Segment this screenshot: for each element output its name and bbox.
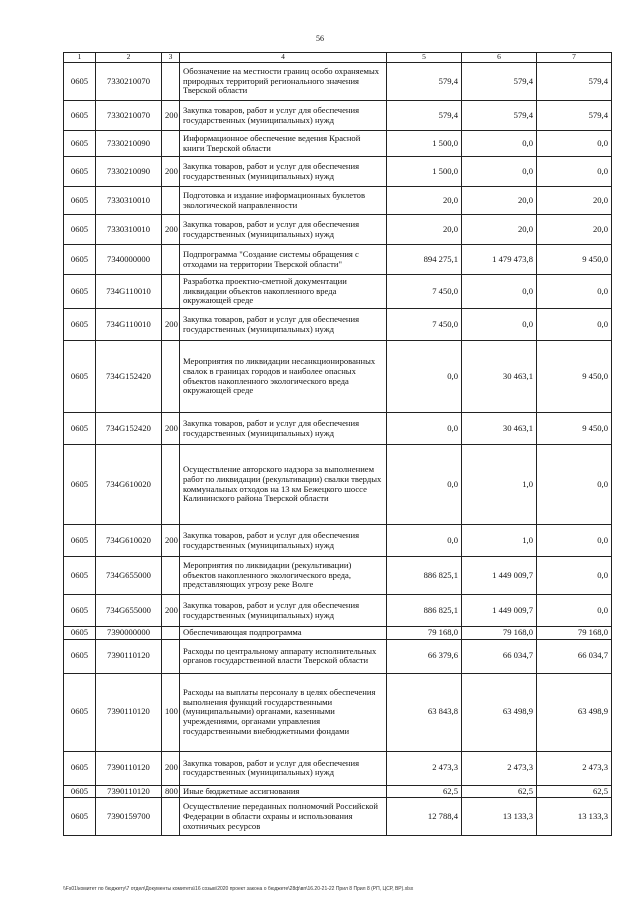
description-cell: Расходы по центральному аппарату исполнительных органов государственной власти Тверской области [180,639,387,673]
section-code-cell: 0605 [64,63,96,101]
expense-type-cell [162,245,180,275]
col-header-1: 1 [64,53,96,63]
amount-2023-cell: 0,0 [537,157,612,187]
expense-type-cell: 200 [162,751,180,785]
amount-2023-cell: 66 034,7 [537,639,612,673]
amount-2022-cell: 20,0 [462,187,537,215]
amount-2021-cell: 0,0 [387,413,462,445]
amount-2022-cell: 579,4 [462,101,537,131]
target-article-cell: 7330210070 [96,63,162,101]
expense-type-cell: 200 [162,595,180,627]
amount-2022-cell: 0,0 [462,157,537,187]
amount-2022-cell: 20,0 [462,215,537,245]
amount-2022-cell: 63 498,9 [462,673,537,751]
amount-2022-cell: 2 473,3 [462,751,537,785]
description-cell: Закупка товаров, работ и услуг для обеспечения государственных (муниципальных) нужд [180,157,387,187]
amount-2023-cell: 0,0 [537,131,612,157]
table-row [64,639,612,673]
table-row [64,245,612,275]
description-cell: Разработка проектно-сметной документации ликвидации объектов накопленного вреда окружающей среде [180,275,387,309]
target-article-cell: 7390110120 [96,639,162,673]
section-code-cell: 0605 [64,157,96,187]
header-row [64,53,612,63]
section-code-cell: 0605 [64,275,96,309]
target-article-cell: 7330210090 [96,157,162,187]
description-cell: Закупка товаров, работ и услуг для обеспечения государственных (муниципальных) нужд [180,215,387,245]
section-code-cell: 0605 [64,445,96,525]
amount-2021-cell: 894 275,1 [387,245,462,275]
table-row [64,785,612,798]
amount-2023-cell: 13 133,3 [537,798,612,836]
expense-type-cell: 200 [162,525,180,557]
target-article-cell: 7330210090 [96,131,162,157]
amount-2023-cell: 579,4 [537,63,612,101]
amount-2023-cell: 79 168,0 [537,627,612,640]
table-row [64,131,612,157]
table-row [64,275,612,309]
expense-type-cell [162,275,180,309]
amount-2022-cell: 30 463,1 [462,341,537,413]
expense-type-cell: 200 [162,309,180,341]
amount-2021-cell: 0,0 [387,341,462,413]
expense-type-cell [162,557,180,595]
target-article-cell: 7330310010 [96,215,162,245]
description-cell: Закупка товаров, работ и услуг для обеспечения государственных (муниципальных) нужд [180,101,387,131]
budget-table [63,52,612,836]
amount-2022-cell: 0,0 [462,131,537,157]
description-cell: Осуществление переданных полномочий Российской Федерации в области охраны и использования охотничьих ресурсов [180,798,387,836]
description-cell: Мероприятия по ликвидации несанкционированных свалок в границах городов и наиболее опасных объектов накопленного экологического вреда окружающей среде [180,341,387,413]
amount-2022-cell: 1,0 [462,445,537,525]
expense-type-cell [162,639,180,673]
table-row [64,557,612,595]
table-row [64,157,612,187]
amount-2023-cell: 63 498,9 [537,673,612,751]
amount-2021-cell: 0,0 [387,525,462,557]
description-cell: Закупка товаров, работ и услуг для обеспечения государственных (муниципальных) нужд [180,595,387,627]
amount-2023-cell: 0,0 [537,595,612,627]
section-code-cell: 0605 [64,101,96,131]
section-code-cell: 0605 [64,627,96,640]
table-row [64,627,612,640]
section-code-cell: 0605 [64,187,96,215]
target-article-cell: 734G110010 [96,275,162,309]
target-article-cell: 734G610020 [96,525,162,557]
expense-type-cell [162,627,180,640]
target-article-cell: 7390110120 [96,673,162,751]
expense-type-cell: 200 [162,101,180,131]
amount-2022-cell: 79 168,0 [462,627,537,640]
amount-2023-cell: 20,0 [537,215,612,245]
description-cell: Расходы на выплаты персоналу в целях обеспечения выполнения функций государственными (муниципальными) органами, казенными учреждениями, органами управления государственными внебюджетными фондами [180,673,387,751]
table-row [64,798,612,836]
description-cell: Закупка товаров, работ и услуг для обеспечения государственных (муниципальных) нужд [180,525,387,557]
table-row [64,341,612,413]
expense-type-cell [162,445,180,525]
expense-type-cell: 100 [162,673,180,751]
target-article-cell: 734G110010 [96,309,162,341]
amount-2021-cell: 20,0 [387,187,462,215]
amount-2022-cell: 1,0 [462,525,537,557]
expense-type-cell: 200 [162,157,180,187]
description-cell: Обозначение на местности границ особо охраняемых природных территорий регионального значения Тверской области [180,63,387,101]
description-cell: Закупка товаров, работ и услуг для обеспечения государственных (муниципальных) нужд [180,751,387,785]
section-code-cell: 0605 [64,595,96,627]
amount-2021-cell: 1 500,0 [387,131,462,157]
section-code-cell: 0605 [64,131,96,157]
amount-2021-cell: 63 843,8 [387,673,462,751]
amount-2021-cell: 66 379,6 [387,639,462,673]
table-row [64,215,612,245]
amount-2023-cell: 9 450,0 [537,341,612,413]
description-cell: Осуществление авторского надзора за выполнением работ по ликвидации (рекультивации) свалки твердых коммунальных отходов на 13 км Бежецкого шоссе Калининского района Тверской области [180,445,387,525]
target-article-cell: 734G655000 [96,557,162,595]
amount-2021-cell: 12 788,4 [387,798,462,836]
description-cell: Закупка товаров, работ и услуг для обеспечения государственных (муниципальных) нужд [180,413,387,445]
amount-2022-cell: 0,0 [462,309,537,341]
target-article-cell: 734G152420 [96,341,162,413]
amount-2021-cell: 579,4 [387,101,462,131]
amount-2021-cell: 886 825,1 [387,557,462,595]
amount-2023-cell: 2 473,3 [537,751,612,785]
amount-2021-cell: 2 473,3 [387,751,462,785]
amount-2021-cell: 7 450,0 [387,309,462,341]
description-cell: Обеспечивающая подпрограмма [180,627,387,640]
table-row [64,101,612,131]
expense-type-cell [162,798,180,836]
section-code-cell: 0605 [64,309,96,341]
table-row [64,187,612,215]
target-article-cell: 7390159700 [96,798,162,836]
amount-2023-cell: 0,0 [537,445,612,525]
amount-2023-cell: 62,5 [537,785,612,798]
table-row [64,525,612,557]
page-number: 56 [316,34,324,43]
amount-2021-cell: 7 450,0 [387,275,462,309]
target-article-cell: 7340000000 [96,245,162,275]
target-article-cell: 7390110120 [96,751,162,785]
table-row [64,309,612,341]
amount-2022-cell: 13 133,3 [462,798,537,836]
amount-2023-cell: 20,0 [537,187,612,215]
description-cell: Закупка товаров, работ и услуг для обеспечения государственных (муниципальных) нужд [180,309,387,341]
section-code-cell: 0605 [64,341,96,413]
amount-2023-cell: 0,0 [537,557,612,595]
amount-2022-cell: 1 479 473,8 [462,245,537,275]
expense-type-cell: 200 [162,215,180,245]
col-header-6: 6 [462,53,537,63]
expense-type-cell [162,187,180,215]
target-article-cell: 7390110120 [96,785,162,798]
amount-2022-cell: 66 034,7 [462,639,537,673]
amount-2022-cell: 579,4 [462,63,537,101]
expense-type-cell [162,63,180,101]
table-row [64,673,612,751]
target-article-cell: 7330310010 [96,187,162,215]
amount-2021-cell: 1 500,0 [387,157,462,187]
amount-2023-cell: 9 450,0 [537,413,612,445]
amount-2022-cell: 1 449 009,7 [462,595,537,627]
table-row [64,445,612,525]
description-cell: Иные бюджетные ассигнования [180,785,387,798]
description-cell: Подготовка и издание информационных буклетов экологической направленности [180,187,387,215]
amount-2023-cell: 0,0 [537,309,612,341]
amount-2023-cell: 0,0 [537,275,612,309]
section-code-cell: 0605 [64,245,96,275]
amount-2022-cell: 62,5 [462,785,537,798]
amount-2021-cell: 20,0 [387,215,462,245]
col-header-3: 3 [162,53,180,63]
amount-2021-cell: 886 825,1 [387,595,462,627]
section-code-cell: 0605 [64,785,96,798]
table-row [64,751,612,785]
amount-2023-cell: 9 450,0 [537,245,612,275]
section-code-cell: 0605 [64,751,96,785]
amount-2021-cell: 79 168,0 [387,627,462,640]
description-cell: Информационное обеспечение ведения Красной книги Тверской области [180,131,387,157]
table-row [64,413,612,445]
col-header-2: 2 [96,53,162,63]
file-path-footer: \\Fs01\комитет по бюджету\7 отдел\Документы комитета\16 созыв\2020 проект закона о бюджете\28ф\вп\16.20-21-22 Прил 8 Прил 8 (РП, ЦСР, ВР).xlsx [63,886,414,892]
section-code-cell: 0605 [64,557,96,595]
expense-type-cell [162,131,180,157]
amount-2022-cell: 0,0 [462,275,537,309]
amount-2023-cell: 0,0 [537,525,612,557]
section-code-cell: 0605 [64,639,96,673]
expense-type-cell [162,341,180,413]
target-article-cell: 734G655000 [96,595,162,627]
col-header-7: 7 [537,53,612,63]
section-code-cell: 0605 [64,798,96,836]
target-article-cell: 734G610020 [96,445,162,525]
table-row [64,595,612,627]
amount-2022-cell: 1 449 009,7 [462,557,537,595]
description-cell: Мероприятия по ликвидации (рекультивации) объектов накопленного экологического вреда, представляющих угрозу реке Волге [180,557,387,595]
description-cell: Подпрограмма "Создание системы обращения с отходами на территории Тверской области" [180,245,387,275]
table-row [64,63,612,101]
target-article-cell: 734G152420 [96,413,162,445]
target-article-cell: 7330210070 [96,101,162,131]
amount-2021-cell: 579,4 [387,63,462,101]
amount-2022-cell: 30 463,1 [462,413,537,445]
expense-type-cell: 200 [162,413,180,445]
expense-type-cell: 800 [162,785,180,798]
col-header-4: 4 [180,53,387,63]
section-code-cell: 0605 [64,673,96,751]
target-article-cell: 7390000000 [96,627,162,640]
amount-2021-cell: 0,0 [387,445,462,525]
amount-2023-cell: 579,4 [537,101,612,131]
section-code-cell: 0605 [64,525,96,557]
section-code-cell: 0605 [64,413,96,445]
section-code-cell: 0605 [64,215,96,245]
amount-2021-cell: 62,5 [387,785,462,798]
col-header-5: 5 [387,53,462,63]
